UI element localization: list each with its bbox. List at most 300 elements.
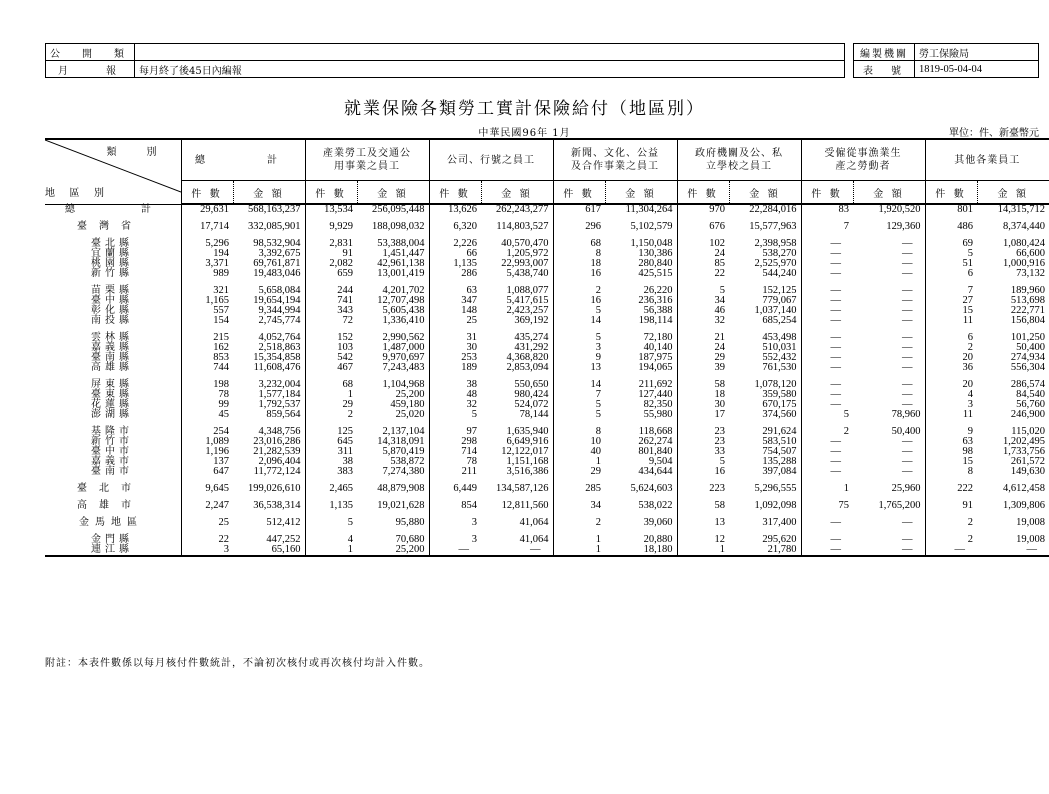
amount-cell: 374,560 [762, 409, 797, 420]
group-header-company: 公司、行號之員工 [429, 139, 553, 181]
amount-cell: 114,803,527 [496, 221, 549, 232]
region-name: 新竹縣 [91, 268, 133, 279]
region-cell [45, 501, 181, 511]
amount-cell: — [902, 362, 913, 373]
count-cell: 103 [305, 343, 357, 353]
count-cell: 31 [429, 333, 481, 343]
count-cell: 30 [429, 343, 481, 353]
header-agency-value: 勞工保險局 [915, 44, 1039, 61]
sub-header-amount: 金 額 [977, 181, 1049, 205]
amount-cell: — [902, 399, 913, 410]
count-cell: 97 [429, 427, 481, 437]
amount-cell: 779,067 [762, 295, 797, 306]
count-cell: — [429, 545, 481, 556]
count-cell: — [801, 518, 853, 528]
amount-cell: 274,934 [1010, 352, 1045, 363]
amount-cell: 5,624,603 [630, 483, 673, 494]
amount-cell: 568,163,237 [248, 204, 301, 215]
amount-cell: 25,960 [891, 483, 921, 494]
header-period-label: 月 報 [46, 61, 135, 78]
count-cell: 1 [553, 545, 605, 556]
count-cell: 17 [677, 410, 729, 420]
amount-cell: 66,600 [1016, 248, 1045, 259]
count-cell: 16 [553, 296, 605, 306]
amount-cell: 69,761,871 [253, 258, 301, 269]
count-cell: 1,196 [181, 447, 233, 457]
count-cell: 2 [553, 286, 605, 296]
count-cell: 854 [429, 501, 481, 511]
amount-cell: 262,274 [638, 436, 673, 447]
count-cell: 2 [925, 518, 977, 528]
footnote: 附註：本表件數係以每月核付件數統計，不論初次核付或再次核付均計入件數。 [45, 658, 430, 669]
amount-cell: — [902, 268, 913, 279]
region-name: 花蓮縣 [91, 399, 133, 410]
count-cell: 3 [429, 535, 481, 545]
amount-cell: 9,504 [648, 456, 673, 467]
count-cell: 137 [181, 457, 233, 467]
amount-cell: 512,412 [266, 517, 301, 528]
count-cell: — [801, 343, 853, 353]
table-row [45, 484, 1049, 494]
header-left-box [45, 43, 845, 78]
amount-cell: 14,318,091 [377, 436, 425, 447]
sub-header-count: 件 數 [677, 181, 729, 205]
table-row [45, 501, 1049, 511]
count-cell: 189 [429, 363, 481, 373]
count-cell: 5 [553, 400, 605, 410]
count-cell: 5 [305, 518, 357, 528]
region-name: 臺北市 [77, 483, 143, 494]
amount-cell: — [902, 534, 913, 545]
amount-cell: 20,880 [643, 534, 673, 545]
amount-cell: 359,580 [762, 389, 797, 400]
count-cell: 211 [429, 467, 481, 477]
count-cell: 1 [553, 457, 605, 467]
table-row [45, 204, 1049, 215]
sub-header-count: 件 數 [553, 181, 605, 205]
amount-cell: 25,020 [395, 409, 425, 420]
count-cell: — [801, 286, 853, 296]
amount-cell: 369,192 [514, 315, 549, 326]
amount-cell: 19,008 [1016, 534, 1045, 545]
spacer-cell [801, 511, 853, 518]
sub-header-amount: 金 額 [233, 181, 305, 205]
region-name: 連江縣 [91, 544, 133, 555]
count-cell: — [801, 306, 853, 316]
amount-cell: — [977, 545, 1049, 556]
region-name: 嘉義縣 [91, 342, 133, 353]
amount-cell: 550,650 [514, 379, 549, 390]
amount-cell: 22,993,007 [501, 258, 549, 269]
count-cell: 311 [305, 447, 357, 457]
amount-cell: 42,961,138 [377, 258, 425, 269]
count-cell: 3 [925, 400, 977, 410]
count-cell: 1 [553, 535, 605, 545]
group-header-fishery [801, 139, 925, 181]
count-cell: 14 [553, 380, 605, 390]
count-cell: 69 [925, 239, 977, 249]
amount-cell: 4,368,820 [506, 352, 549, 363]
amount-cell: 1,078,120 [754, 379, 797, 390]
count-cell: 486 [925, 222, 977, 232]
count-cell: 13,626 [429, 204, 481, 215]
region-name: 總 計 [65, 203, 179, 215]
count-cell: 29 [553, 467, 605, 477]
amount-cell: 538,270 [762, 248, 797, 259]
group-header-industry [305, 139, 429, 181]
amount-cell: — [902, 258, 913, 269]
region-name: 澎湖縣 [91, 409, 133, 420]
amount-cell: 435,274 [514, 332, 549, 343]
count-cell: 99 [181, 400, 233, 410]
amount-cell: 40,570,470 [501, 238, 549, 249]
count-cell: 85 [677, 259, 729, 269]
amount-cell: 50,400 [1016, 342, 1045, 353]
amount-cell: 82,350 [643, 399, 673, 410]
amount-cell: — [902, 446, 913, 457]
count-cell: 198 [181, 380, 233, 390]
amount-cell: 95,880 [395, 517, 425, 528]
count-cell: 9 [553, 353, 605, 363]
count-cell: 25 [429, 316, 481, 326]
count-cell: 125 [305, 427, 357, 437]
benefits-table [45, 138, 1049, 557]
count-cell: — [801, 535, 853, 545]
count-cell: 66 [429, 249, 481, 259]
count-cell: 10 [553, 437, 605, 447]
amount-cell: 12,122,017 [501, 446, 549, 457]
spacer-cell [853, 232, 925, 239]
amount-cell: 118,668 [638, 426, 673, 437]
count-cell: — [925, 545, 977, 556]
amount-cell: 1,635,940 [506, 426, 549, 437]
amount-cell: 754,507 [762, 446, 797, 457]
amount-cell: 2,096,404 [258, 456, 301, 467]
group-header-fishery-text: 受僱從事漁業生產之勞動者 [824, 148, 902, 172]
count-cell: 253 [429, 353, 481, 363]
count-cell: 58 [677, 380, 729, 390]
count-cell: 4 [305, 535, 357, 545]
count-cell: 75 [801, 501, 853, 511]
amount-cell: — [902, 436, 913, 447]
amount-cell: 524,072 [514, 399, 549, 410]
count-cell: 194 [181, 249, 233, 259]
corner-category-label: 類 別 [106, 147, 167, 158]
count-cell: 8 [553, 249, 605, 259]
amount-cell: 19,483,046 [253, 268, 301, 279]
amount-cell: 538,022 [638, 500, 673, 511]
amount-cell: — [902, 342, 913, 353]
spacer-cell [801, 528, 853, 535]
amount-cell: 453,498 [762, 332, 797, 343]
count-cell: 5,296 [181, 239, 233, 249]
count-cell: — [801, 380, 853, 390]
amount-cell: 84,540 [1016, 389, 1045, 400]
count-cell: 5 [677, 457, 729, 467]
amount-cell: 262,243,277 [496, 204, 549, 215]
amount-cell: 317,400 [762, 517, 797, 528]
amount-cell: 583,510 [762, 436, 797, 447]
amount-cell: 332,085,901 [248, 221, 301, 232]
count-cell: 298 [429, 437, 481, 447]
spacer-cell [801, 279, 853, 286]
amount-cell: 5,438,740 [506, 268, 549, 279]
sub-header-count: 件 數 [305, 181, 357, 205]
count-cell: 23 [677, 427, 729, 437]
sub-header-amount: 金 額 [481, 181, 553, 205]
amount-cell: 41,064 [519, 534, 549, 545]
count-cell: 2 [801, 427, 853, 437]
count-cell: 383 [305, 467, 357, 477]
count-cell: — [801, 353, 853, 363]
amount-cell: 39,060 [643, 517, 673, 528]
count-cell: 18 [677, 390, 729, 400]
amount-cell: 56,388 [643, 305, 673, 316]
amount-cell: 246,900 [1010, 409, 1045, 420]
count-cell: 51 [925, 259, 977, 269]
count-cell: 989 [181, 269, 233, 279]
amount-cell: 156,804 [1010, 315, 1045, 326]
table-row [45, 269, 1049, 279]
count-cell: 2,465 [305, 484, 357, 494]
amount-cell: 1,080,424 [1003, 238, 1045, 249]
amount-cell: — [902, 315, 913, 326]
region-name: 臺南市 [91, 466, 133, 477]
amount-cell: 510,031 [762, 342, 797, 353]
amount-cell: 134,587,126 [496, 483, 549, 494]
amount-cell: — [902, 285, 913, 296]
count-cell: 6,320 [429, 222, 481, 232]
spacer-cell [853, 528, 925, 535]
count-cell: 34 [677, 296, 729, 306]
amount-cell: 1,792,537 [258, 399, 301, 410]
amount-cell: 7,274,380 [382, 466, 425, 477]
amount-cell: 11,608,476 [253, 362, 301, 373]
amount-cell: — [902, 332, 913, 343]
count-cell: 32 [677, 316, 729, 326]
group-header-media-text: 新聞、文化、公益及合作事業之員工 [571, 148, 659, 172]
region-cell [45, 410, 181, 420]
group-header-other: 其他各業員工 [925, 139, 1049, 181]
table-row [45, 535, 1049, 545]
table-row [45, 363, 1049, 373]
count-cell: 15 [925, 306, 977, 316]
count-cell: 91 [305, 249, 357, 259]
count-cell: — [801, 269, 853, 279]
count-cell: 296 [553, 222, 605, 232]
count-cell: 244 [305, 286, 357, 296]
region-name: 金馬地區 [79, 517, 143, 528]
amount-cell: — [902, 295, 913, 306]
amount-cell: 256,095,448 [372, 204, 425, 215]
amount-cell: 1,150,048 [630, 238, 673, 249]
amount-cell: 25,200 [357, 545, 429, 556]
count-cell: — [801, 239, 853, 249]
count-cell: 617 [553, 204, 605, 215]
header-public-value [135, 44, 845, 61]
count-cell: 1,089 [181, 437, 233, 447]
count-cell: 24 [677, 343, 729, 353]
region-name: 臺南縣 [91, 352, 133, 363]
amount-cell: 261,572 [1010, 456, 1045, 467]
amount-cell: 4,612,458 [1003, 483, 1045, 494]
amount-cell: 78,144 [519, 409, 549, 420]
amount-cell: 115,020 [1011, 426, 1045, 437]
count-cell: — [801, 400, 853, 410]
count-cell: 34 [553, 501, 605, 511]
count-cell: — [801, 259, 853, 269]
date-line: 中華民國96年 1月 [478, 128, 571, 139]
count-cell: 91 [925, 501, 977, 511]
corner-region-label: 地 區 別 [45, 187, 110, 199]
table-row [45, 467, 1049, 477]
amount-cell: 538,872 [390, 456, 425, 467]
amount-cell: 73,132 [1016, 268, 1045, 279]
region-name: 基隆市 [91, 426, 133, 437]
count-cell: 741 [305, 296, 357, 306]
count-cell: 24 [677, 249, 729, 259]
region-name: 屏東縣 [91, 379, 133, 390]
count-cell: — [801, 249, 853, 259]
count-cell: 557 [181, 306, 233, 316]
amount-cell: 2,525,970 [754, 258, 797, 269]
sub-header-count: 件 數 [801, 181, 853, 205]
count-cell: 2,226 [429, 239, 481, 249]
count-cell: 2,247 [181, 501, 233, 511]
amount-cell: 7,243,483 [382, 362, 425, 373]
region-name: 新竹市 [91, 436, 133, 447]
count-cell: 29 [677, 353, 729, 363]
amount-cell: 127,440 [638, 389, 673, 400]
count-cell: 970 [677, 204, 729, 215]
amount-cell: 12,811,560 [501, 500, 549, 511]
amount-cell: 4,348,756 [258, 426, 301, 437]
amount-cell: 41,064 [519, 517, 549, 528]
count-cell: 1 [801, 484, 853, 494]
amount-cell: 72,180 [643, 332, 673, 343]
count-cell: 72 [305, 316, 357, 326]
amount-cell: 9,344,994 [258, 305, 301, 316]
count-cell: 1,135 [429, 259, 481, 269]
amount-cell: 188,098,032 [372, 221, 425, 232]
count-cell: 1 [677, 545, 729, 556]
amount-cell: 5,417,615 [506, 295, 549, 306]
count-cell: 14 [553, 316, 605, 326]
amount-cell: 18,180 [605, 545, 677, 556]
sub-header-count: 件 數 [181, 181, 233, 205]
amount-cell: 1,733,756 [1003, 446, 1045, 457]
amount-cell: 1,037,140 [754, 305, 797, 316]
count-cell: 68 [305, 380, 357, 390]
count-cell: 98 [925, 447, 977, 457]
amount-cell: 3,516,386 [506, 466, 549, 477]
count-cell: 6 [925, 269, 977, 279]
count-cell: — [801, 363, 853, 373]
amount-cell: 15,354,858 [253, 352, 301, 363]
amount-cell: 12,707,498 [377, 295, 425, 306]
amount-cell: 4,201,702 [382, 285, 425, 296]
amount-cell: 1,151,168 [506, 456, 549, 467]
region-cell [45, 545, 181, 556]
amount-cell: — [902, 466, 913, 477]
group-header-total: 總 計 [181, 139, 305, 181]
amount-cell: 1,487,000 [382, 342, 425, 353]
amount-cell: 78,960 [891, 409, 921, 420]
amount-cell: 149,630 [1010, 466, 1045, 477]
amount-cell: 53,388,004 [377, 238, 425, 249]
count-cell: 2 [925, 535, 977, 545]
amount-cell: 135,288 [762, 456, 797, 467]
count-cell: 285 [553, 484, 605, 494]
count-cell: 63 [925, 437, 977, 447]
amount-cell: — [902, 379, 913, 390]
amount-cell: 552,432 [762, 352, 797, 363]
count-cell: 40 [553, 447, 605, 457]
spacer-cell [853, 373, 925, 380]
table-row [45, 410, 1049, 420]
region-name: 宜蘭縣 [91, 248, 133, 259]
count-cell: 15 [925, 457, 977, 467]
count-cell: 659 [305, 269, 357, 279]
amount-cell: 2,137,104 [382, 426, 425, 437]
amount-cell: 5,296,555 [754, 483, 797, 494]
count-cell: 78 [181, 390, 233, 400]
region-name: 高雄縣 [91, 362, 133, 373]
region-name: 高雄市 [77, 500, 143, 511]
count-cell: 25 [181, 518, 233, 528]
region-name: 臺中縣 [91, 295, 133, 306]
count-cell: 676 [677, 222, 729, 232]
amount-cell: 556,304 [1010, 362, 1045, 373]
amount-cell: 6,649,916 [506, 436, 549, 447]
region-cell [45, 222, 181, 232]
count-cell: 254 [181, 427, 233, 437]
amount-cell: 5,605,438 [382, 305, 425, 316]
count-cell: 853 [181, 353, 233, 363]
amount-cell: 295,620 [762, 534, 797, 545]
count-cell: — [801, 437, 853, 447]
count-cell: 45 [181, 410, 233, 420]
amount-cell: 1,451,447 [382, 248, 425, 259]
count-cell: — [801, 316, 853, 326]
count-cell: 20 [925, 380, 977, 390]
count-cell: 647 [181, 467, 233, 477]
count-cell: 16 [553, 269, 605, 279]
amount-cell: 21,282,539 [253, 446, 301, 457]
count-cell: 3,371 [181, 259, 233, 269]
region-name: 臺中市 [91, 446, 133, 457]
table-row [45, 316, 1049, 326]
sub-header-amount: 金 額 [605, 181, 677, 205]
spacer-cell [801, 232, 853, 239]
amount-cell: 425,515 [638, 268, 673, 279]
count-cell: 2,082 [305, 259, 357, 269]
amount-cell: 15,577,963 [749, 221, 797, 232]
header-form-label: 表 號 [854, 61, 915, 78]
amount-cell: 23,016,286 [253, 436, 301, 447]
spacer-cell [801, 373, 853, 380]
amount-cell: 236,316 [638, 295, 673, 306]
count-cell: 1,135 [305, 501, 357, 511]
amount-cell: 26,220 [643, 285, 673, 296]
amount-cell: 198,114 [638, 315, 673, 326]
amount-cell: 211,692 [638, 379, 673, 390]
count-cell: 6,449 [429, 484, 481, 494]
amount-cell: 194,065 [638, 362, 673, 373]
amount-cell: — [902, 238, 913, 249]
count-cell: 20 [925, 353, 977, 363]
amount-cell: 13,001,419 [377, 268, 425, 279]
